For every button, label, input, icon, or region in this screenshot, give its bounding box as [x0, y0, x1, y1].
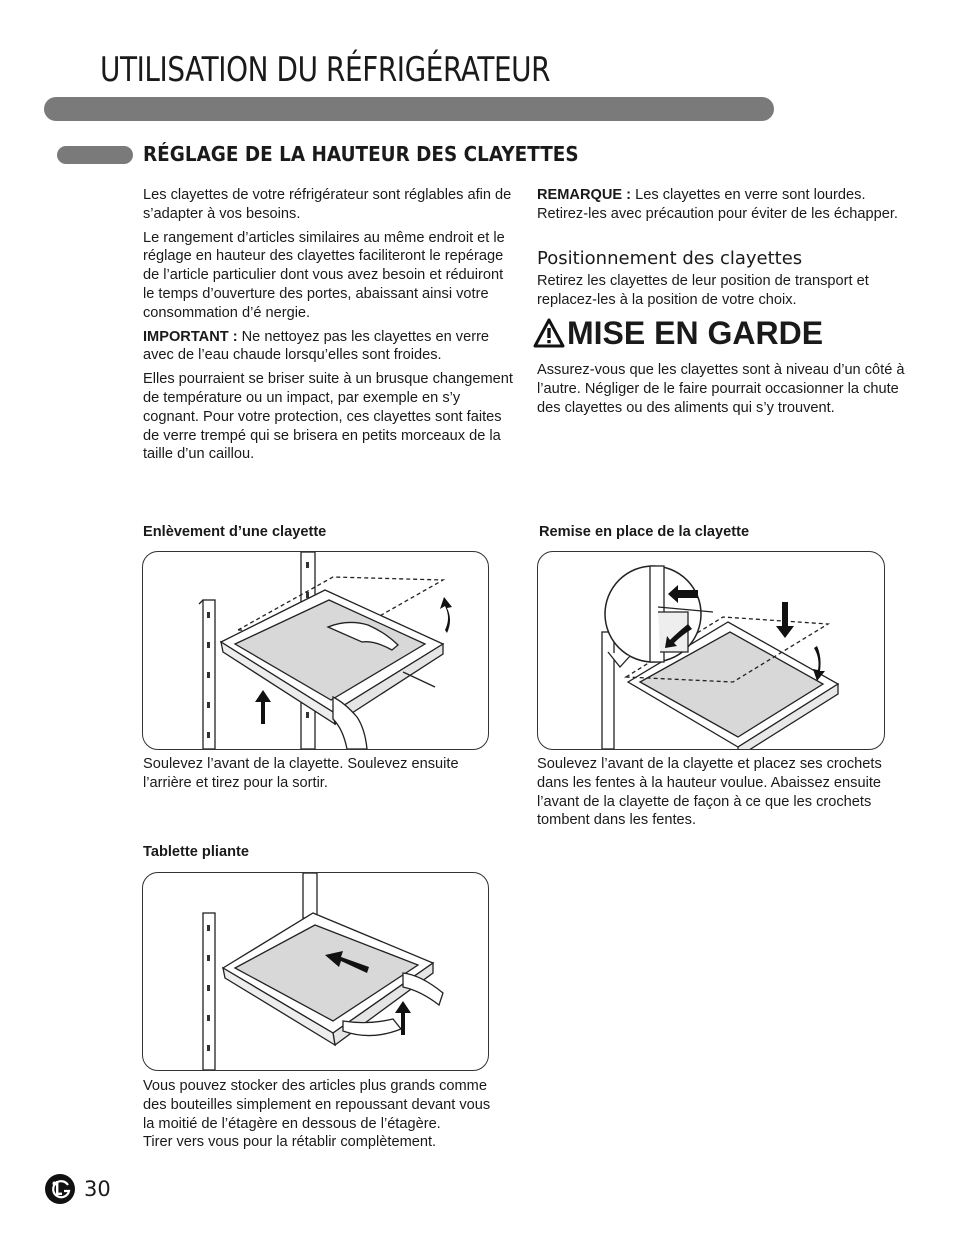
- important-label: IMPORTANT :: [143, 328, 238, 345]
- intro-paragraph: Les clayettes de votre réfrigérateur sont réglables afin de s’adapter à vos besoins.: [143, 187, 512, 222]
- important-paragraph: [143, 328, 513, 366]
- tempered-glass-paragraph: Elles pourraient se briser suite à un brusque changement de température ou un impact, par exemple en s’y cognant. Pour votre protection, ces clayettes sont faites de verre trempé qui se brisera en petits morceaux de la taille d’un caillou.: [143, 371, 513, 463]
- title-bar: [44, 97, 774, 121]
- warning-triangle-icon: [533, 318, 565, 348]
- remove-caption: Soulevez l’avant de la clayette. Soulevez ensuite l’arrière et tirez pour la sortir.: [143, 756, 459, 791]
- folding-caption: [143, 1077, 493, 1152]
- note-paragraph: [537, 186, 909, 224]
- folding-shelf-illustration: [142, 872, 489, 1071]
- page-footer: [44, 1173, 111, 1205]
- replace-shelf-illustration: [537, 551, 885, 750]
- replace-figure-title: Remise en place de la clayette: [539, 524, 750, 540]
- right-column: [537, 186, 909, 422]
- remove-figure-title: Enlèvement d’une clayette: [143, 524, 327, 540]
- page-number: 30: [84, 1177, 111, 1201]
- remove-shelf-illustration: [142, 551, 489, 750]
- warning-title: MISE EN GARDE: [567, 314, 824, 351]
- warning-heading: [533, 315, 909, 351]
- folding-caption-line2: Tirer vers vous pour la rétablir complètement.: [143, 1134, 437, 1151]
- section-title: RÉGLAGE DE LA HAUTEUR DES CLAYETTES: [143, 142, 579, 166]
- folding-caption-line1: Vous pouvez stocker des articles plus grands comme des bouteilles simplement en repoussant devant vous la moitié de l’étagère en dessous de l’étagère.: [143, 1078, 491, 1132]
- section-marker: [57, 146, 133, 164]
- page-title: UTILISATION DU RÉFRIGÉRATEUR: [100, 50, 551, 90]
- positioning-paragraph: Retirez les clayettes de leur position de transport et replacez-les à la position de votre choix.: [537, 273, 869, 309]
- storage-paragraph: Le rangement d’articles similaires au même endroit et le réglage en hauteur des clayettes faciliteront le repérage de l’article particulier dont vous avez besoin et réduiront le temps d’ouverture des portes, abaissant ainsi votre consommation d’é nergie.: [143, 229, 505, 321]
- replace-caption: Soulevez l’avant de la clayette et placez ses crochets dans les fentes à la hauteur voulue. Abaissez ensuite l’avant de la clayette de façon à ce que les crochets tombent dans les fentes.: [537, 756, 882, 829]
- note-label: REMARQUE :: [537, 187, 632, 203]
- positioning-heading: Positionnement des clayettes: [537, 247, 803, 269]
- important-text: Ne nettoyez pas les clayettes en verre avec de l’eau chaude lorsqu’elles sont froides.: [143, 328, 490, 364]
- lg-logo-icon: [44, 1173, 76, 1205]
- note-text: Les clayettes en verre sont lourdes. Retirez-les avec précaution pour éviter de les échapper.: [537, 187, 898, 222]
- warning-paragraph: Assurez-vous que les clayettes sont à niveau d’un côté à l’autre. Négliger de le faire pourrait occasionner la chute des clayettes ou des aliments qui s’y trouvent.: [537, 361, 905, 416]
- left-column: [143, 186, 513, 469]
- folding-figure-title: Tablette pliante: [143, 844, 249, 860]
